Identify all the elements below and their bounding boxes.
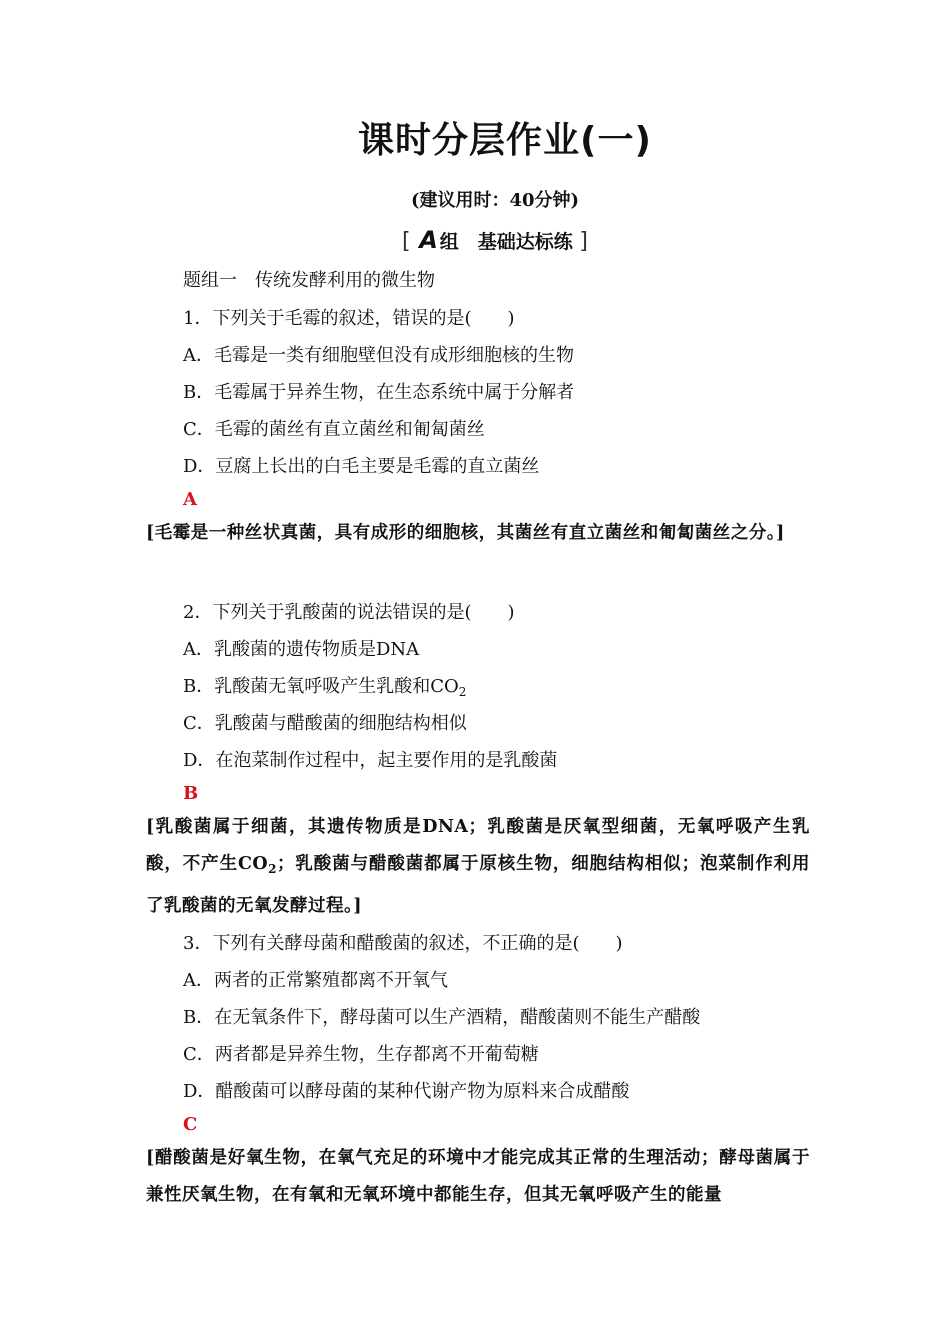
question-3-stem: 3．下列有关酵母菌和醋酸菌的叙述，不正确的是( ): [183, 933, 623, 954]
question-3-option-b: B．在无氧条件下，酵母菌可以生产酒精，醋酸菌则不能生产醋酸: [183, 1007, 701, 1028]
question-2-explanation-part1: [乳酸菌属于细菌，其遗传物质是DNA；乳酸菌是厌氧型细菌，无氧呼吸产生乳酸，不产生CO: [146, 817, 810, 874]
question-2-option-b: [183, 672, 466, 699]
question-1-explanation: [毛霉是一种丝状真菌，具有成形的细胞核，其菌丝有直立菌丝和匍匐菌丝之分。]: [146, 523, 785, 543]
question-2-explanation: [146, 809, 810, 925]
question-1-stem: 1．下列关于毛霉的叙述，错误的是( ): [183, 308, 515, 329]
group-header: [0, 226, 950, 254]
question-3-explanation: [醋酸菌是好氧生物，在氧气充足的环境中才能完成其正常的生理活动；酵母菌属于兼性厌氧生物，在有氧和无氧环境中都能生存，但其无氧呼吸产生的能量: [146, 1148, 810, 1205]
bracket-open: [: [401, 229, 411, 254]
group-letter: A: [419, 226, 438, 254]
question-2-answer: B: [183, 783, 199, 804]
question-2-stem: 2．下列关于乳酸菌的说法错误的是( ): [183, 602, 515, 623]
question-2-explanation-subscript: 2: [268, 862, 277, 876]
group-label: 组 基础达标练: [439, 231, 573, 253]
question-1-option-b: B．毛霉属于异养生物，在生态系统中属于分解者: [183, 382, 575, 403]
question-2-option-b-subscript: 2: [458, 685, 467, 699]
bracket-close: ]: [579, 229, 589, 254]
question-2-option-d: D．在泡菜制作过程中，起主要作用的是乳酸菌: [183, 750, 558, 771]
question-3-option-c: C．两者都是异养生物，生存都离不开葡萄糖: [183, 1044, 539, 1065]
section-label: 题组一 传统发酵利用的微生物: [183, 270, 435, 291]
page-title: 课时分层作业(一): [358, 120, 652, 161]
question-2-option-c: C．乳酸菌与醋酸菌的细胞结构相似: [183, 713, 467, 734]
question-3-option-a: A．两者的正常繁殖都离不开氧气: [183, 970, 448, 991]
question-1-option-d: D．豆腐上长出的白毛主要是毛霉的直立菌丝: [183, 456, 540, 477]
question-3-answer: C: [183, 1114, 198, 1135]
question-1-answer: A: [183, 489, 197, 510]
question-2-option-b-text: B．乳酸菌无氧呼吸产生乳酸和CO: [183, 676, 459, 697]
question-2-explanation-part2: ；乳酸菌与醋酸菌都属于原核生物，细胞结构相似；泡菜制作利用了乳酸菌的无氧发酵过程。]: [146, 854, 810, 916]
question-1-option-a: A．毛霉是一类有细胞壁但没有成形细胞核的生物: [183, 345, 574, 366]
question-2-option-a: A．乳酸菌的遗传物质是DNA: [183, 639, 420, 660]
question-1-option-c: C．毛霉的菌丝有直立菌丝和匍匐菌丝: [183, 419, 485, 440]
question-3-option-d: D．醋酸菌可以酵母菌的某种代谢产物为原料来合成醋酸: [183, 1081, 630, 1102]
time-note: (建议用时：40分钟): [410, 190, 580, 211]
